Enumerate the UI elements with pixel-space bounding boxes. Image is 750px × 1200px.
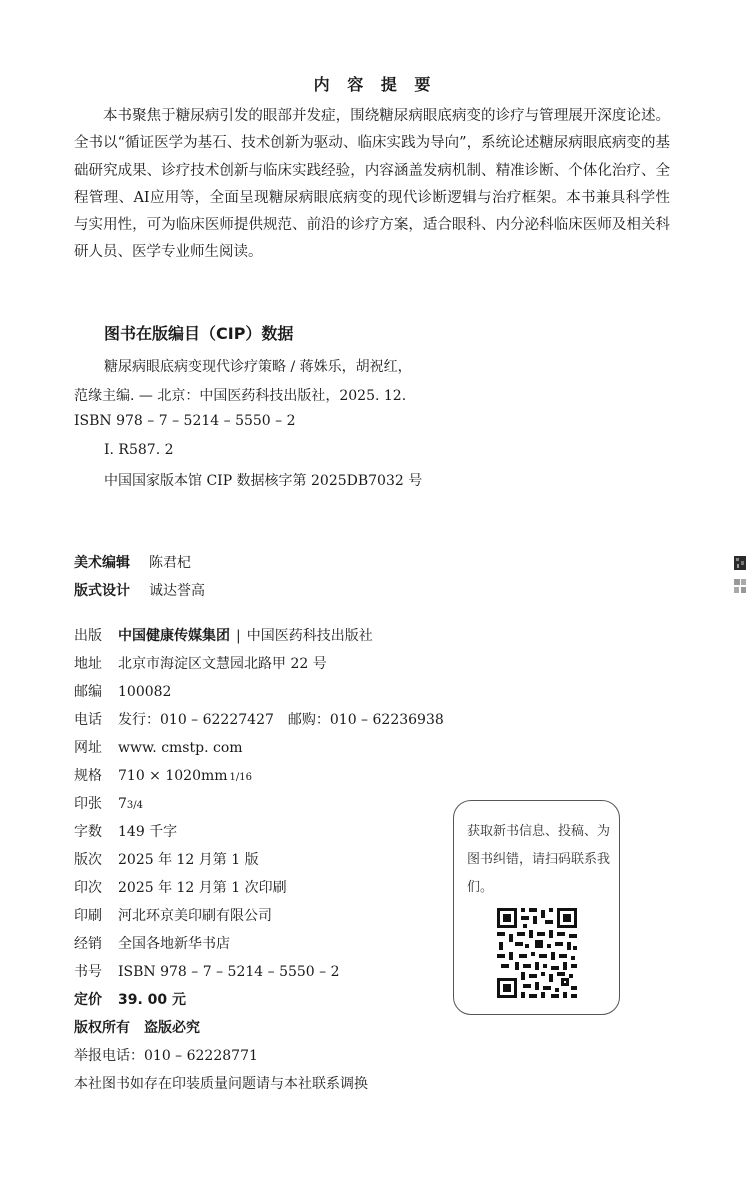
summary-body <box>74 103 670 267</box>
qr-code-icon[interactable] <box>495 906 579 1000</box>
art-editor-name: 陈君杞 <box>149 555 191 571</box>
format-row: 规格 710 × 1020mm 1/16 <box>74 768 253 784</box>
printing-row: 印次 2025 年 12 月第 1 次印刷 <box>74 880 287 896</box>
cip-isbn: ISBN 978 – 7 – 5214 – 5550 – 2 <box>74 413 296 429</box>
address-row: 地址 北京市海淀区文慧园北路甲 22 号 <box>74 656 327 672</box>
distributor-row: 经销 全国各地新华书店 <box>74 936 230 952</box>
words-row: 字数 149 千字 <box>74 824 178 840</box>
summary-title: 内 容 提 要 <box>313 75 437 94</box>
format-fraction: 1/16 <box>229 772 253 783</box>
cip-line-2: 范缘主编. — 北京：中国医药科技出版社，2025. 12. <box>74 388 407 404</box>
cip-record-number: 中国国家版本馆 CIP 数据核字第 2025DB7032 号 <box>104 473 423 489</box>
publisher-name: 中国医药科技出版社 <box>246 628 373 644</box>
cip-title: 图书在版编目（CIP）数据 <box>104 324 294 343</box>
qr-card-text: 获取新书信息、投稿、为图书纠错，请扫码联系我们。 <box>467 824 611 895</box>
book-number-row: 书号 ISBN 978 – 7 – 5214 – 5550 – 2 <box>74 964 340 980</box>
phone-row: 电话 发行：010 – 62227427 邮购：010 – 62236938 <box>74 712 444 728</box>
printer-row: 印刷 河北环京美印刷有限公司 <box>74 908 272 924</box>
sheets-fraction: 3/4 <box>126 800 144 811</box>
layout-design-name: 诚达誉高 <box>149 583 205 599</box>
publisher-separator: | <box>236 628 241 644</box>
summary-paragraph: 本书聚焦于糖尿病引发的眼部并发症，围绕糖尿病眼底病变的诊疗与管理展开深度论述。全书以“循证医学为基石、技术创新为驱动、临床实践为导向”，系统论述糖尿病眼底病变的基础研究成果、诊疗技术创新与临床实践经验，内容涵盖发病机制、精准诊断、个体化治疗、全程管理、AI应用等，全面呈现糖尿病眼底病变的现代诊断逻辑与治疗框架。本书兼具科学性与实用性，可为临床医师提供规范、前沿的诊疗方案，适合眼科、内分泌科临床医师及相关科研人员、医学专业师生阅读。 <box>74 108 670 261</box>
sheets-row: 印张 73/4 <box>74 796 144 812</box>
side-mark-icon <box>733 555 747 599</box>
cip-line-1: 糖尿病眼底病变现代诊疗策略 / 蒋姝乐，胡祝红， <box>104 359 412 375</box>
art-editor-label: 美术编辑 <box>74 555 130 571</box>
copyright-notice: 版权所有 盗版必究 <box>74 1020 200 1036</box>
edition-row: 版次 2025 年 12 月第 1 版 <box>74 852 259 868</box>
quality-notice: 本社图书如存在印装质量问题请与本社联系调换 <box>74 1076 368 1092</box>
website-row: 网址 www. cmstp. com <box>74 740 243 756</box>
price-row: 定价 39. 00 元 <box>74 992 187 1008</box>
postcode-row: 邮编 100082 <box>74 684 172 700</box>
publisher-group: 中国健康传媒集团 <box>118 628 230 644</box>
layout-design-label: 版式设计 <box>74 583 130 599</box>
publisher-row: 出版 中国健康传媒集团 | 中国医药科技出版社 <box>74 625 373 645</box>
report-phone: 举报电话：010 – 62228771 <box>74 1048 258 1064</box>
cip-classification: Ⅰ. R587. 2 <box>104 442 174 458</box>
